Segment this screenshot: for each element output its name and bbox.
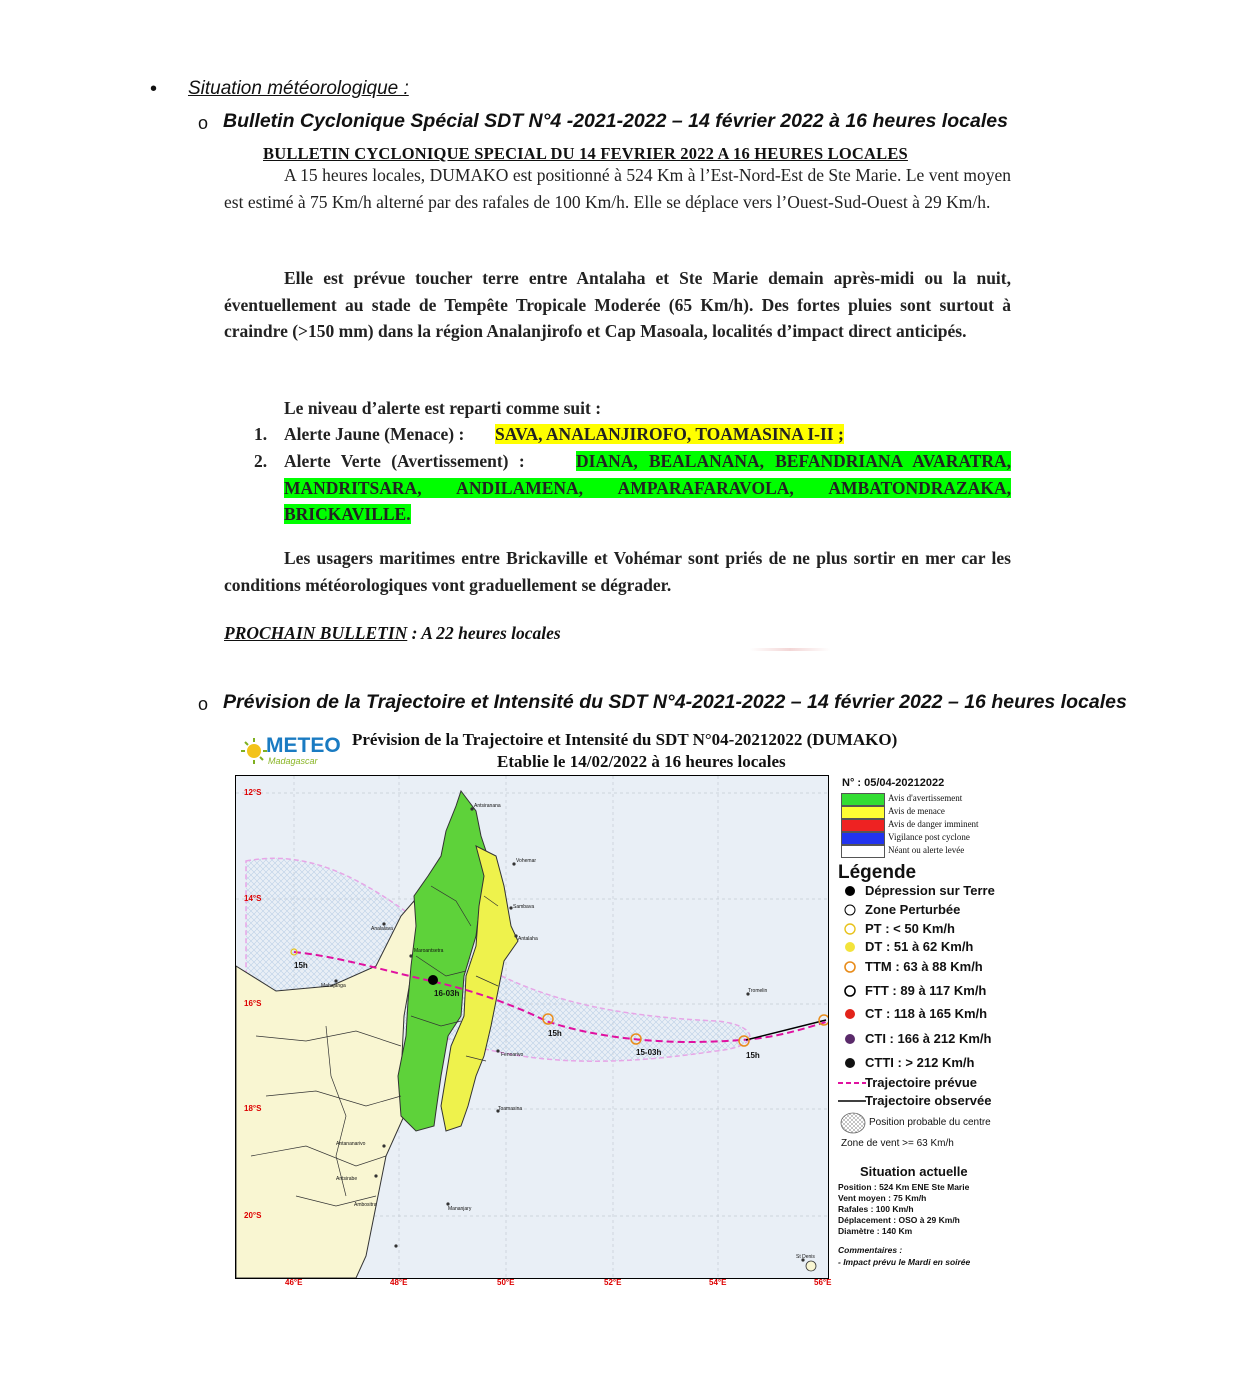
legend-items: [838, 883, 1028, 1083]
sub2-marker: o: [198, 694, 209, 714]
logo-subtext: Madagascar: [268, 756, 318, 766]
logo-text: METEO: [266, 734, 341, 757]
swatch-threat: [841, 806, 885, 819]
swatch-none: [841, 845, 885, 858]
legend-item-disturbed: Zone Perturbée: [865, 902, 961, 917]
section-bullet: •: [150, 78, 158, 100]
situation-block: [838, 1182, 969, 1237]
legend-panel: [838, 775, 1028, 1275]
bulletin-heading: BULLETIN CYCLONIQUE SPECIAL DU 14 FEVRIER 2022 A 16 HEURES LOCALES: [263, 144, 908, 163]
legend-item-depression: Dépression sur Terre: [865, 883, 995, 898]
place-toamasina: Toamasina: [498, 1106, 523, 1112]
hatch-icon: [840, 1112, 866, 1134]
figure-title-2: Etablie le 14/02/2022 à 16 heures locales: [497, 752, 786, 771]
comments-title: Commentaires :: [838, 1245, 903, 1255]
alert-intro: Le niveau d’alerte est reparti comme suit :: [284, 398, 602, 418]
legend-item-ftt: FTT : 89 à 117 Km/h: [865, 983, 987, 998]
legend-symbols: [843, 884, 857, 1074]
section-title: Situation météorologique :: [188, 78, 409, 99]
sub2-title: Prévision de la Trajectoire et Intensité du SDT N°4-2021-2022 – 14 février 2022 – 16 heures locales: [223, 691, 1127, 713]
place-antalaha: Antalaha: [518, 936, 538, 942]
lat-label-14s: 14°S: [244, 894, 262, 903]
legend-item-ct: CT : 118 à 165 Km/h: [865, 1006, 988, 1021]
swatch-danger-label: Avis de danger imminent: [888, 819, 979, 829]
situation-diameter: Diamètre : 140 Km: [838, 1226, 913, 1236]
place-antsirabe: Antsirabe: [336, 1176, 358, 1182]
legend-observed-track: Trajectoire observée: [865, 1093, 992, 1108]
swatch-vigilance: [841, 832, 885, 845]
lat-label-16s: 16°S: [244, 999, 262, 1008]
alert-2-number: 2.: [254, 451, 268, 471]
comments-text: - Impact prévu le Mardi en soirée: [838, 1257, 971, 1267]
place-vohemar: Vohemar: [516, 858, 537, 864]
forecast-map: [235, 775, 829, 1279]
place-mahajanga: Mahajanga: [321, 983, 346, 989]
alert-2-highlight: DIANA, BEALANANA, BEFANDRIANA AVARATRA, MANDRITSARA, ANDILAMENA, AMPARAFARAVOLA, AMBATONDRAZAKA, BRICKAVILLE.: [284, 451, 1011, 524]
next-bulletin-label: PROCHAIN BULLETIN: [224, 623, 408, 643]
place-antananarivo: Antananarivo: [336, 1141, 366, 1147]
place-fenoarivo: Fenoarivo: [501, 1052, 524, 1058]
swatch-warning: [841, 793, 885, 806]
lon-label-52e: 52°E: [604, 1278, 622, 1287]
figure-title-1: Prévision de la Trajectoire et Intensité du SDT N°04-20212022 (DUMAKO): [352, 730, 898, 749]
bulletin-paragraph-3: Les usagers maritimes entre Brickaville et Vohémar sont priés de ne plus sortir en mer car les conditions météorologiques vont graduellement se dégrader.: [224, 548, 1011, 595]
track-label-4: 15-03h: [636, 1048, 662, 1057]
situation-wind: Vent moyen : 75 Km/h: [838, 1193, 927, 1203]
swatch-threat-label: Avis de menace: [888, 806, 945, 816]
place-tromelin: Tromelin: [748, 988, 768, 994]
next-bulletin-time: : A 22 heures locales: [407, 623, 561, 643]
map-graphic: [236, 776, 828, 1278]
track-label-3: 15h: [548, 1029, 562, 1038]
situation-movement: Déplacement : OSO à 29 Km/h: [838, 1215, 960, 1225]
alert-1-label: Alerte Jaune (Menace) :: [284, 424, 465, 444]
lat-label-18s: 18°S: [244, 1104, 262, 1113]
place-ambositra: Ambositra: [354, 1202, 377, 1208]
divider-mark: [750, 648, 830, 651]
legend-title: Légende: [838, 862, 917, 883]
situation-gusts: Rafales : 100 Km/h: [838, 1204, 914, 1214]
legend-item-ctti: CTTI : > 212 Km/h: [865, 1055, 975, 1070]
legend-item-pt: PT : < 50 Km/h: [865, 921, 955, 936]
place-mananjary: Mananjary: [448, 1206, 472, 1212]
lon-label-48e: 48°E: [390, 1278, 408, 1287]
place-st-denis: St Denis: [796, 1254, 815, 1260]
legend-item-cti: CTI : 166 à 212 Km/h: [865, 1031, 992, 1046]
landfall-marker: [428, 975, 438, 985]
lon-label-56e: 56°E: [814, 1278, 832, 1287]
lon-label-54e: 54°E: [709, 1278, 727, 1287]
track-label-2: 16-03h: [434, 989, 460, 998]
track-legend-lines: [838, 1078, 868, 1108]
lat-label-20s: 20°S: [244, 1211, 262, 1220]
legend-wind-zone: Zone de vent >= 63 Km/h: [841, 1138, 954, 1149]
alert-2-label: Alerte Verte (Avertissement) :: [284, 451, 525, 471]
swatch-vigilance-label: Vigilance post cyclone: [888, 832, 970, 842]
alert-1-number: 1.: [254, 424, 268, 444]
lat-label-12s: 12°S: [244, 788, 262, 797]
place-maroantsetra: Maroantsetra: [414, 948, 444, 954]
legend-probable-position: Position probable du centre: [869, 1117, 991, 1128]
lon-label-50e: 50°E: [497, 1278, 515, 1287]
place-sambava: Sambava: [513, 904, 535, 910]
situation-position: Position : 524 Km ENE Ste Marie: [838, 1182, 970, 1192]
bulletin-paragraph-2: Elle est prévue toucher terre entre Antalaha et Ste Marie demain après-midi ou la nuit, éventuellement au stade de Tempête Tropicale Moderée (65 Km/h). Des fortes pluies sont surtout à craindre (>150 mm) dans la région Analanjirofo et Cap Masoala, localités d’impact direct anticipés.: [224, 268, 1011, 341]
swatch-warning-label: Avis d'avertissement: [888, 793, 963, 803]
swatch-danger: [841, 819, 885, 832]
situation-title: Situation actuelle: [860, 1164, 968, 1179]
sub1-title: Bulletin Cyclonique Spécial SDT N°4 -2021-2022 – 14 février 2022 à 16 heures locales: [223, 110, 1008, 132]
lon-label-46e: 46°E: [285, 1278, 303, 1287]
legend-item-dt: DT : 51 à 62 Km/h: [865, 939, 974, 954]
bulletin-number: N° : 05/04-20212022: [842, 777, 945, 789]
legend-forecast-track: Trajectoire prévue: [865, 1075, 977, 1090]
meteo-logo: [240, 733, 340, 771]
sub1-marker: o: [198, 113, 209, 133]
next-bulletin: [224, 623, 561, 644]
place-antsiranana: Antsiranana: [474, 803, 501, 809]
bulletin-paragraph-1: A 15 heures locales, DUMAKO est positionné à 524 Km à l’Est-Nord-Est de Ste Marie. Le vent moyen est estimé à 75 Km/h alterné par des rafales de 100 Km/h. Elle se déplace vers l’Ouest-Sud-Ouest à 29 Km/h.: [224, 165, 1011, 212]
place-analalava: Analalava: [371, 926, 393, 932]
track-label-5: 15h: [746, 1051, 760, 1060]
reunion-island: [806, 1261, 816, 1271]
alert-swatches: [841, 793, 1031, 863]
swatch-none-label: Néant ou alerte levée: [888, 845, 965, 855]
sun-icon: [240, 736, 268, 766]
alert-2-regions: [284, 448, 1011, 528]
legend-item-ttm: TTM : 63 à 88 Km/h: [865, 959, 983, 974]
alert-1-regions: [495, 421, 844, 448]
track-label-1: 15h: [294, 961, 308, 970]
alert-1-highlight: SAVA, ANALANJIROFO, TOAMASINA I-II ;: [495, 424, 844, 444]
